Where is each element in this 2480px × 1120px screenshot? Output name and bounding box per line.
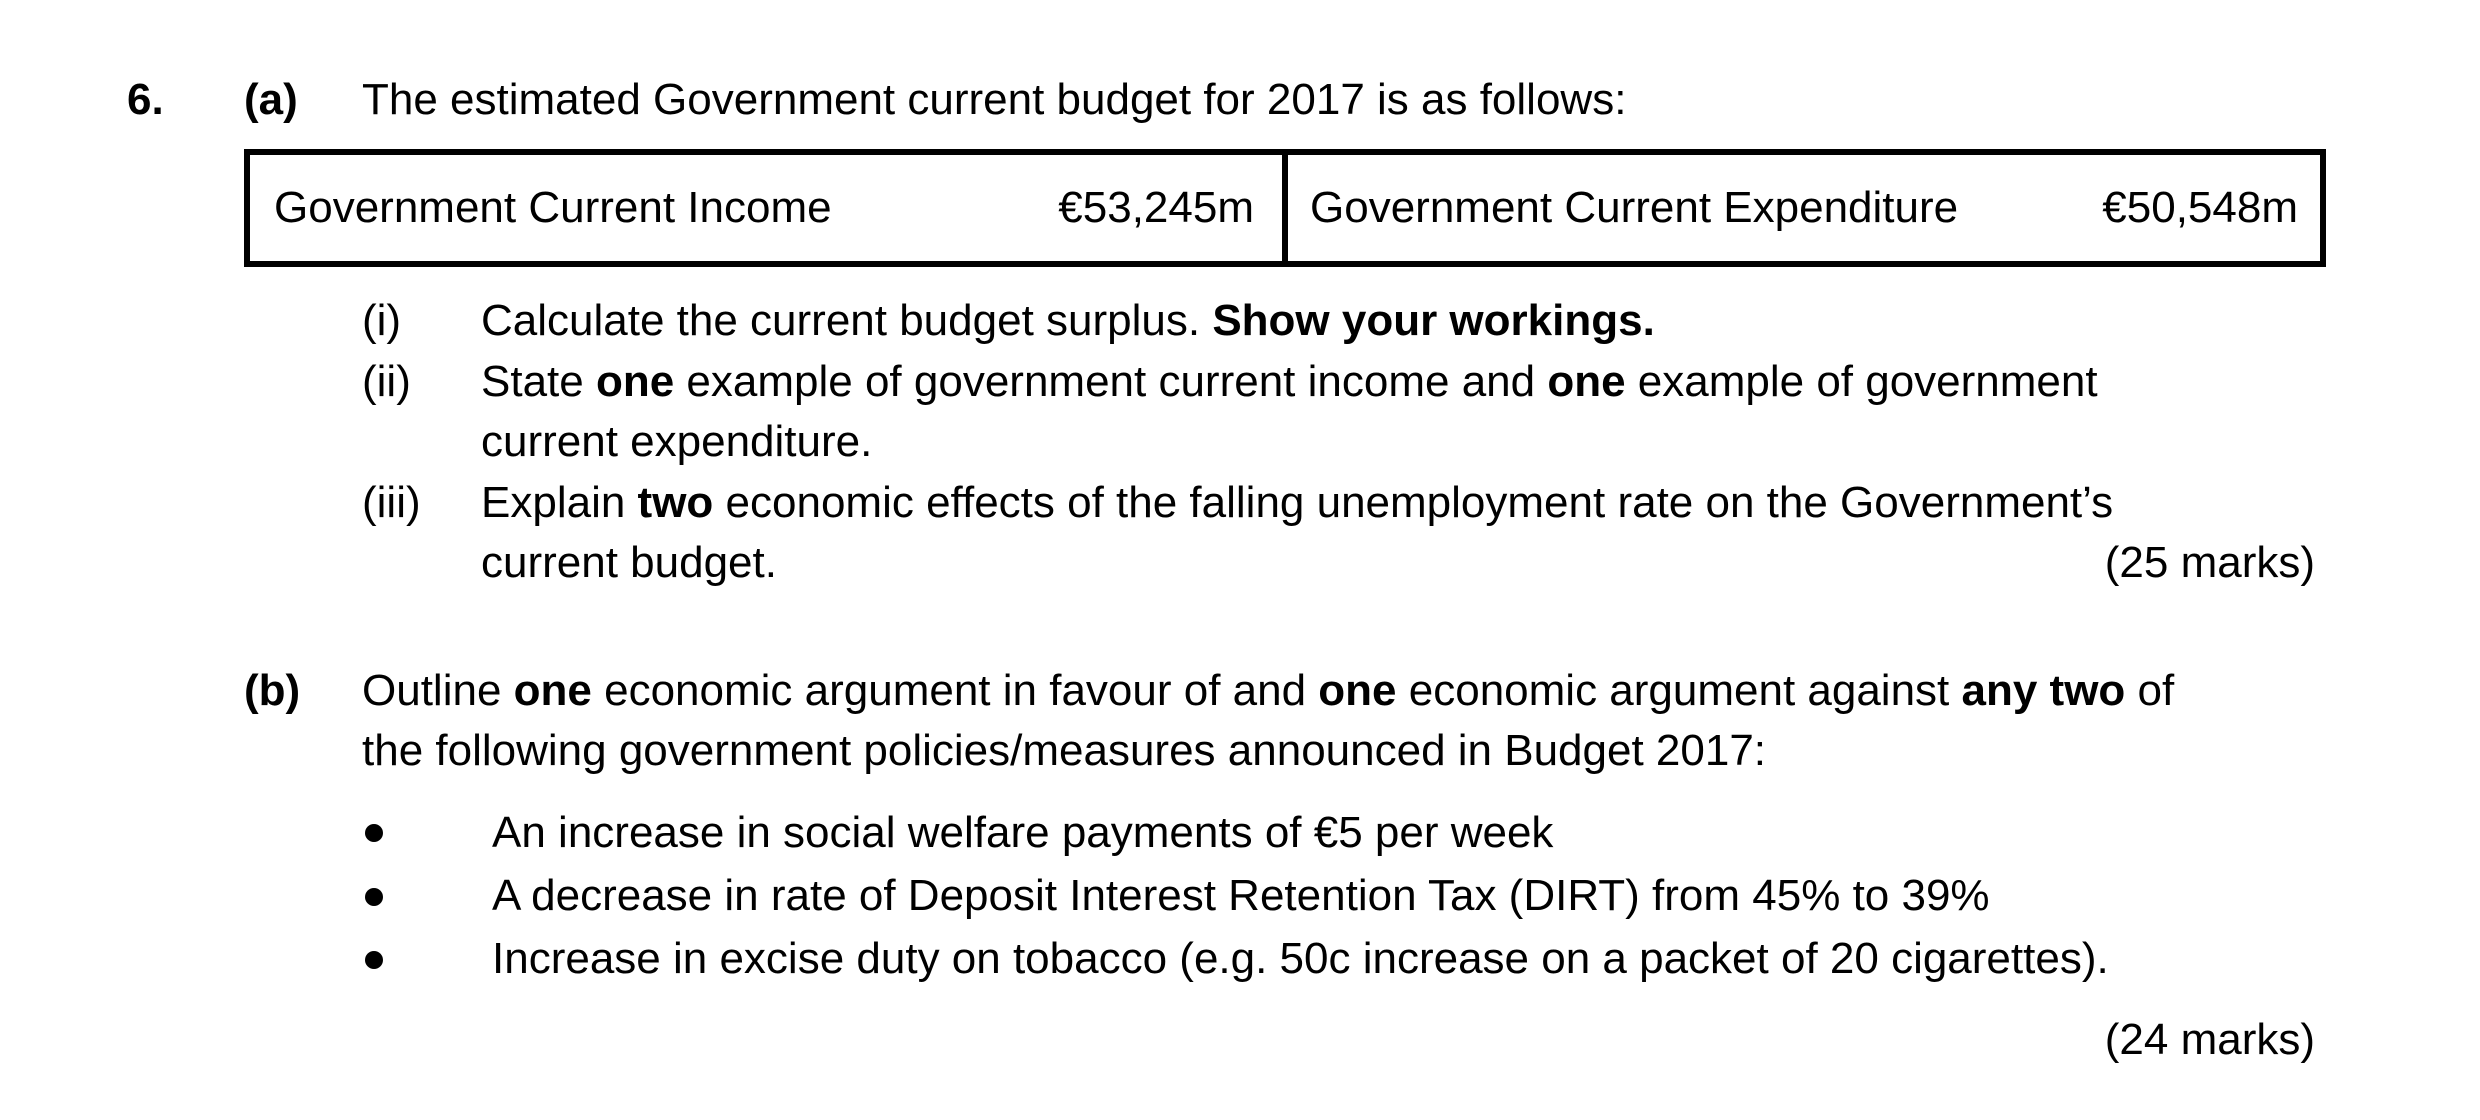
part-b-continuation: the following government policies/measures announced in Budget 2017:	[362, 726, 1767, 775]
part-b-marks: (24 marks)	[2104, 1015, 2315, 1064]
sub-part-ii-t2: example of government current income and	[674, 357, 1548, 406]
sub-part-ii-b2: one	[1547, 357, 1626, 406]
part-b-t4: of	[2125, 666, 2175, 715]
sub-part-ii-t1: State	[481, 357, 596, 406]
sub-part-i-plain: Calculate the current budget surplus.	[481, 296, 1213, 345]
sub-part-i-text	[481, 291, 1655, 351]
sub-part-iii-continuation: current budget.	[481, 538, 777, 587]
sub-part-iii-t1: Explain	[481, 478, 638, 527]
bullet-icon	[365, 888, 383, 906]
income-label: Government Current Income	[274, 183, 832, 232]
part-b-text	[362, 661, 2174, 721]
sub-part-ii-text	[481, 352, 2098, 412]
income-cell	[250, 155, 1288, 261]
part-b-b3: any two	[1961, 666, 2126, 715]
part-b-b2: one	[1318, 666, 1397, 715]
bullet-icon	[365, 951, 383, 969]
bullet-item: Increase in excise duty on tobacco (e.g. 50c increase on a packet of 20 cigarettes).	[492, 934, 2109, 983]
sub-part-ii-t3: example of government	[1625, 357, 2098, 406]
expenditure-cell	[1288, 155, 2320, 261]
sub-part-ii-b1: one	[595, 357, 675, 406]
income-value: €53,245m	[1058, 183, 1254, 232]
part-b-t3: economic argument against	[1396, 666, 1962, 715]
sub-part-i-bold: Show your workings.	[1212, 296, 1655, 345]
question-number: 6.	[127, 75, 164, 124]
sub-part-iii-label: (iii)	[362, 478, 421, 527]
sub-part-iii-b1: two	[637, 478, 714, 527]
sub-part-i-label: (i)	[362, 296, 402, 345]
part-b-b1: one	[513, 666, 592, 715]
part-a-marks: (25 marks)	[2104, 538, 2315, 587]
sub-part-ii-label: (ii)	[362, 357, 411, 406]
part-a-label: (a)	[244, 75, 298, 124]
bullet-icon	[365, 824, 383, 842]
part-b-label: (b)	[244, 666, 301, 715]
part-a-intro: The estimated Government current budget for 2017 is as follows:	[362, 75, 1627, 124]
sub-part-iii-text	[481, 473, 2113, 533]
budget-table	[244, 149, 2326, 267]
bullet-item: An increase in social welfare payments of €5 per week	[492, 808, 1554, 857]
sub-part-ii-continuation: current expenditure.	[481, 417, 873, 466]
bullet-item: A decrease in rate of Deposit Interest Retention Tax (DIRT) from 45% to 39%	[492, 871, 1990, 920]
expenditure-value: €50,548m	[2102, 183, 2298, 232]
expenditure-label: Government Current Expenditure	[1310, 183, 1959, 232]
part-b-t2: economic argument in favour of and	[591, 666, 1319, 715]
part-b-t1: Outline	[362, 666, 514, 715]
sub-part-iii-t2: economic effects of the falling unemployment rate on the Government’s	[713, 478, 2114, 527]
